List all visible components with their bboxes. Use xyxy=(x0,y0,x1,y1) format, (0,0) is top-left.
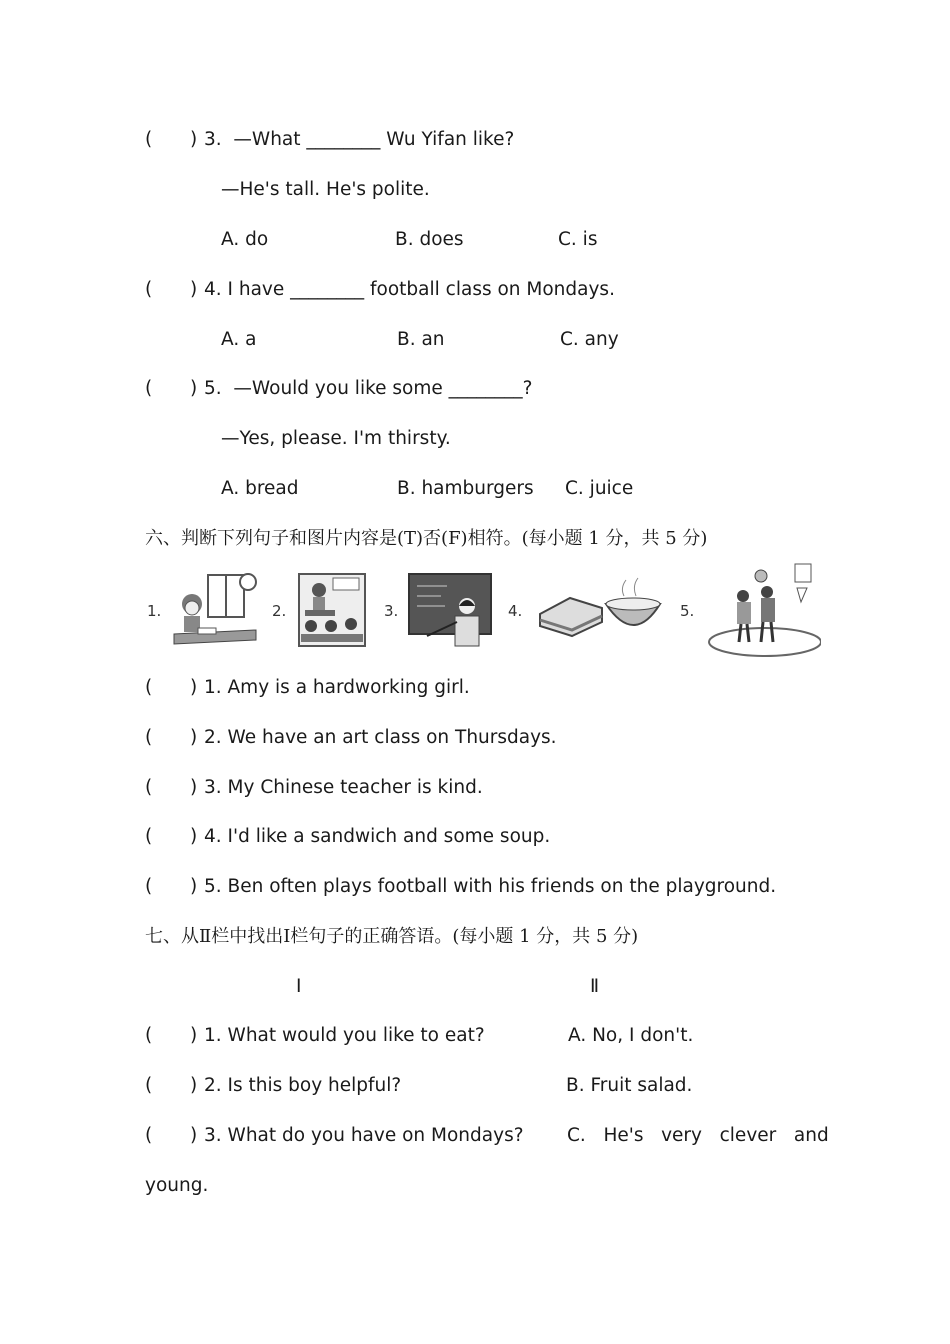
answer-bracket-open[interactable]: ( xyxy=(145,1025,153,1046)
answer-bracket-close: ) xyxy=(190,826,198,847)
column-2-header: Ⅱ xyxy=(590,976,600,997)
question-3-reply: —He's tall. He's polite. xyxy=(221,179,430,200)
picture-classroom xyxy=(297,572,367,648)
picture-sandwich-and-soup xyxy=(536,574,664,646)
answer-bracket-close: ) xyxy=(190,1125,198,1146)
answer-bracket-open[interactable]: ( xyxy=(145,876,153,897)
picture-girl-studying xyxy=(170,570,260,650)
answer-bracket-close: ) xyxy=(190,777,198,798)
answer-bracket-open[interactable]: ( xyxy=(145,727,153,748)
match-question-1: 1. What would you like to eat? xyxy=(204,1025,485,1046)
answer-bracket-close: ) xyxy=(190,876,198,897)
tf-item-5: 5. Ben often plays football with his friends on the playground. xyxy=(204,876,777,897)
question-5-option-b: B. hamburgers xyxy=(397,478,534,499)
answer-bracket-open[interactable]: ( xyxy=(145,1125,153,1146)
answer-bracket-open[interactable]: ( xyxy=(145,677,153,698)
tf-item-3: 3. My Chinese teacher is kind. xyxy=(204,777,483,798)
picture-label-3: 3. xyxy=(384,602,399,620)
answer-bracket-close: ) xyxy=(190,378,198,399)
match-question-3: 3. What do you have on Mondays? xyxy=(204,1125,524,1146)
answer-bracket-close: ) xyxy=(190,279,198,300)
match-question-2: 2. Is this boy helpful? xyxy=(204,1075,402,1096)
match-answer-a: A. No, I don't. xyxy=(568,1025,694,1046)
question-4-option-b: B. an xyxy=(397,329,445,350)
picture-label-1: 1. xyxy=(147,602,162,620)
answer-bracket-close: ) xyxy=(190,727,198,748)
tf-item-4: 4. I'd like a sandwich and some soup. xyxy=(204,826,551,847)
question-3-option-c: C. is xyxy=(558,229,598,250)
answer-bracket-close: ) xyxy=(190,1075,198,1096)
question-5-option-c: C. juice xyxy=(565,478,634,499)
match-answer-c: C. He's very clever and xyxy=(567,1125,829,1146)
question-5-reply: —Yes, please. I'm thirsty. xyxy=(221,428,451,449)
answer-bracket-open[interactable]: ( xyxy=(145,826,153,847)
section-7-heading: 七、从Ⅱ栏中找出Ⅰ栏句子的正确答语。(每小题 1 分，共 5 分) xyxy=(145,926,639,947)
question-4-stem: 4. I have ________ football class on Mondays. xyxy=(204,279,615,300)
answer-bracket-close: ) xyxy=(190,1025,198,1046)
question-3-option-b: B. does xyxy=(395,229,464,250)
question-4-option-a: A. a xyxy=(221,329,257,350)
tf-item-1: 1. Amy is a hardworking girl. xyxy=(204,677,470,698)
question-5-stem: 5. —Would you like some ________? xyxy=(204,378,533,399)
question-3-option-a: A. do xyxy=(221,229,269,250)
picture-label-5: 5. xyxy=(680,602,695,620)
question-5-option-a: A. bread xyxy=(221,478,299,499)
answer-bracket-close: ) xyxy=(190,129,198,150)
question-4-option-c: C. any xyxy=(560,329,619,350)
match-answer-b: B. Fruit salad. xyxy=(566,1075,693,1096)
tf-item-2: 2. We have an art class on Thursdays. xyxy=(204,727,557,748)
answer-bracket-open[interactable]: ( xyxy=(145,777,153,798)
answer-bracket-open[interactable]: ( xyxy=(145,129,153,150)
answer-bracket-close: ) xyxy=(190,677,198,698)
answer-bracket-open[interactable]: ( xyxy=(145,378,153,399)
picture-label-2: 2. xyxy=(272,602,287,620)
picture-teacher-blackboard xyxy=(407,572,493,648)
match-answer-c-wrap: young. xyxy=(145,1175,209,1196)
column-1-header: Ⅰ xyxy=(296,976,302,997)
section-6-heading: 六、判断下列句子和图片内容是(T)否(F)相符。(每小题 1 分，共 5 分) xyxy=(145,528,708,549)
answer-bracket-open[interactable]: ( xyxy=(145,1075,153,1096)
picture-label-4: 4. xyxy=(508,602,523,620)
picture-basketball-game xyxy=(703,562,821,658)
answer-bracket-open[interactable]: ( xyxy=(145,279,153,300)
question-3-stem: 3. —What ________ Wu Yifan like? xyxy=(204,129,515,150)
